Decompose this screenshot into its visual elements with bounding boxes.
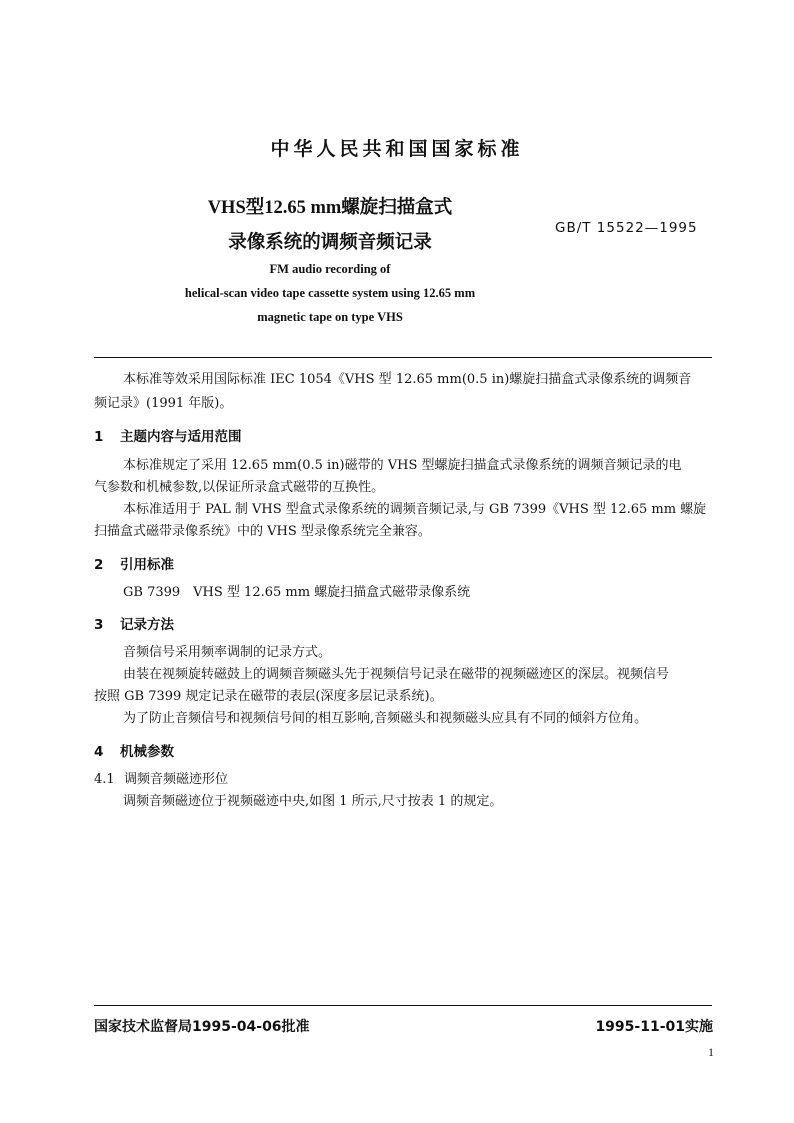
intro-line-1: 本标准等效采用国际标准 IEC 1054《VHS 型 12.65 mm(0.5 in)螺旋扫描盒式录像系统的调频音: [123, 372, 692, 387]
english-title-line-1: FM audio recording of: [269, 262, 391, 276]
section-1-p2-line-2: 扫描盒式磁带录像系统》中的 VHS 型录像系统完全兼容。: [94, 524, 431, 539]
section-2-reference: GB 7399 VHS 型 12.65 mm 螺旋扫描盒式磁带录像系统: [123, 585, 471, 600]
section-4-heading: [94, 740, 174, 760]
subsection-4-1-title: 调频音频磁迹形位: [124, 772, 229, 787]
section-3-p3: 为了防止音频信号和视频信号间的相互影响,音频磁头和视频磁头应具有不同的倾斜方位角。: [123, 711, 648, 726]
section-1-p2-line-1: 本标准适用于 PAL 制 VHS 型盒式录像系统的调频音频记录,与 GB 7399《VHS 型 12.65 mm 螺旋: [123, 502, 707, 517]
top-divider: [94, 357, 712, 358]
section-2-title: 引用标准: [120, 557, 174, 573]
section-3-p2-line-1: 由装在视频旋转磁鼓上的调频音频磁头先于视频信号记录在磁带的视频磁迹区的深层。视频信号: [123, 667, 670, 682]
subsection-4-1-text: 调频音频磁迹位于视频磁迹中央,如图 1 所示,尺寸按表 1 的规定。: [123, 794, 503, 809]
section-1-p1-line-1: 本标准规定了采用 12.65 mm(0.5 in)磁带的 VHS 型螺旋扫描盒式录像系统的调频音频记录的电: [123, 458, 682, 473]
section-1-p1-line-2: 气参数和机械参数,以保证所录盒式磁带的互换性。: [94, 480, 385, 495]
document-title-line-2: 录像系统的调频音频记录: [228, 232, 432, 253]
section-4-title: 机械参数: [120, 744, 174, 760]
section-3-number: 3: [94, 617, 104, 633]
english-title-line-3: magnetic tape on type VHS: [257, 310, 403, 324]
subsection-4-1-number: 4.1: [94, 772, 115, 787]
section-4-number: 4: [94, 744, 104, 760]
section-2-heading: [94, 553, 174, 573]
page-number: 1: [708, 1045, 714, 1059]
section-1-title: 主题内容与适用范围: [120, 429, 242, 445]
english-title-line-2: helical-scan video tape cassette system using 12.65 mm: [184, 286, 476, 300]
subsection-4-1-heading: [94, 769, 714, 791]
approval-date: 国家技术监督局1995-04-06批准: [94, 1019, 310, 1035]
document-title-line-1: VHS型12.65 mm螺旋扫描盒式: [207, 198, 453, 218]
section-3-p2-line-2: 按照 GB 7399 规定记录在磁带的表层(深度多层记录系统)。: [94, 689, 443, 704]
implementation-date: 1995-11-01实施: [595, 1019, 713, 1035]
section-3-p1: 音频信号采用频率调制的记录方式。: [123, 645, 332, 660]
bottom-divider: [94, 1005, 712, 1006]
section-1-heading: [94, 425, 242, 445]
section-3-title: 记录方法: [120, 617, 174, 633]
section-1-number: 1: [94, 429, 104, 445]
section-3-heading: [94, 613, 174, 633]
intro-line-2: 频记录》(1991 年版)。: [94, 396, 233, 411]
section-2-number: 2: [94, 557, 104, 573]
country-standard-title: 中华人民共和国国家标准: [270, 138, 524, 160]
standard-number: GB/T 15522—1995: [555, 220, 698, 236]
